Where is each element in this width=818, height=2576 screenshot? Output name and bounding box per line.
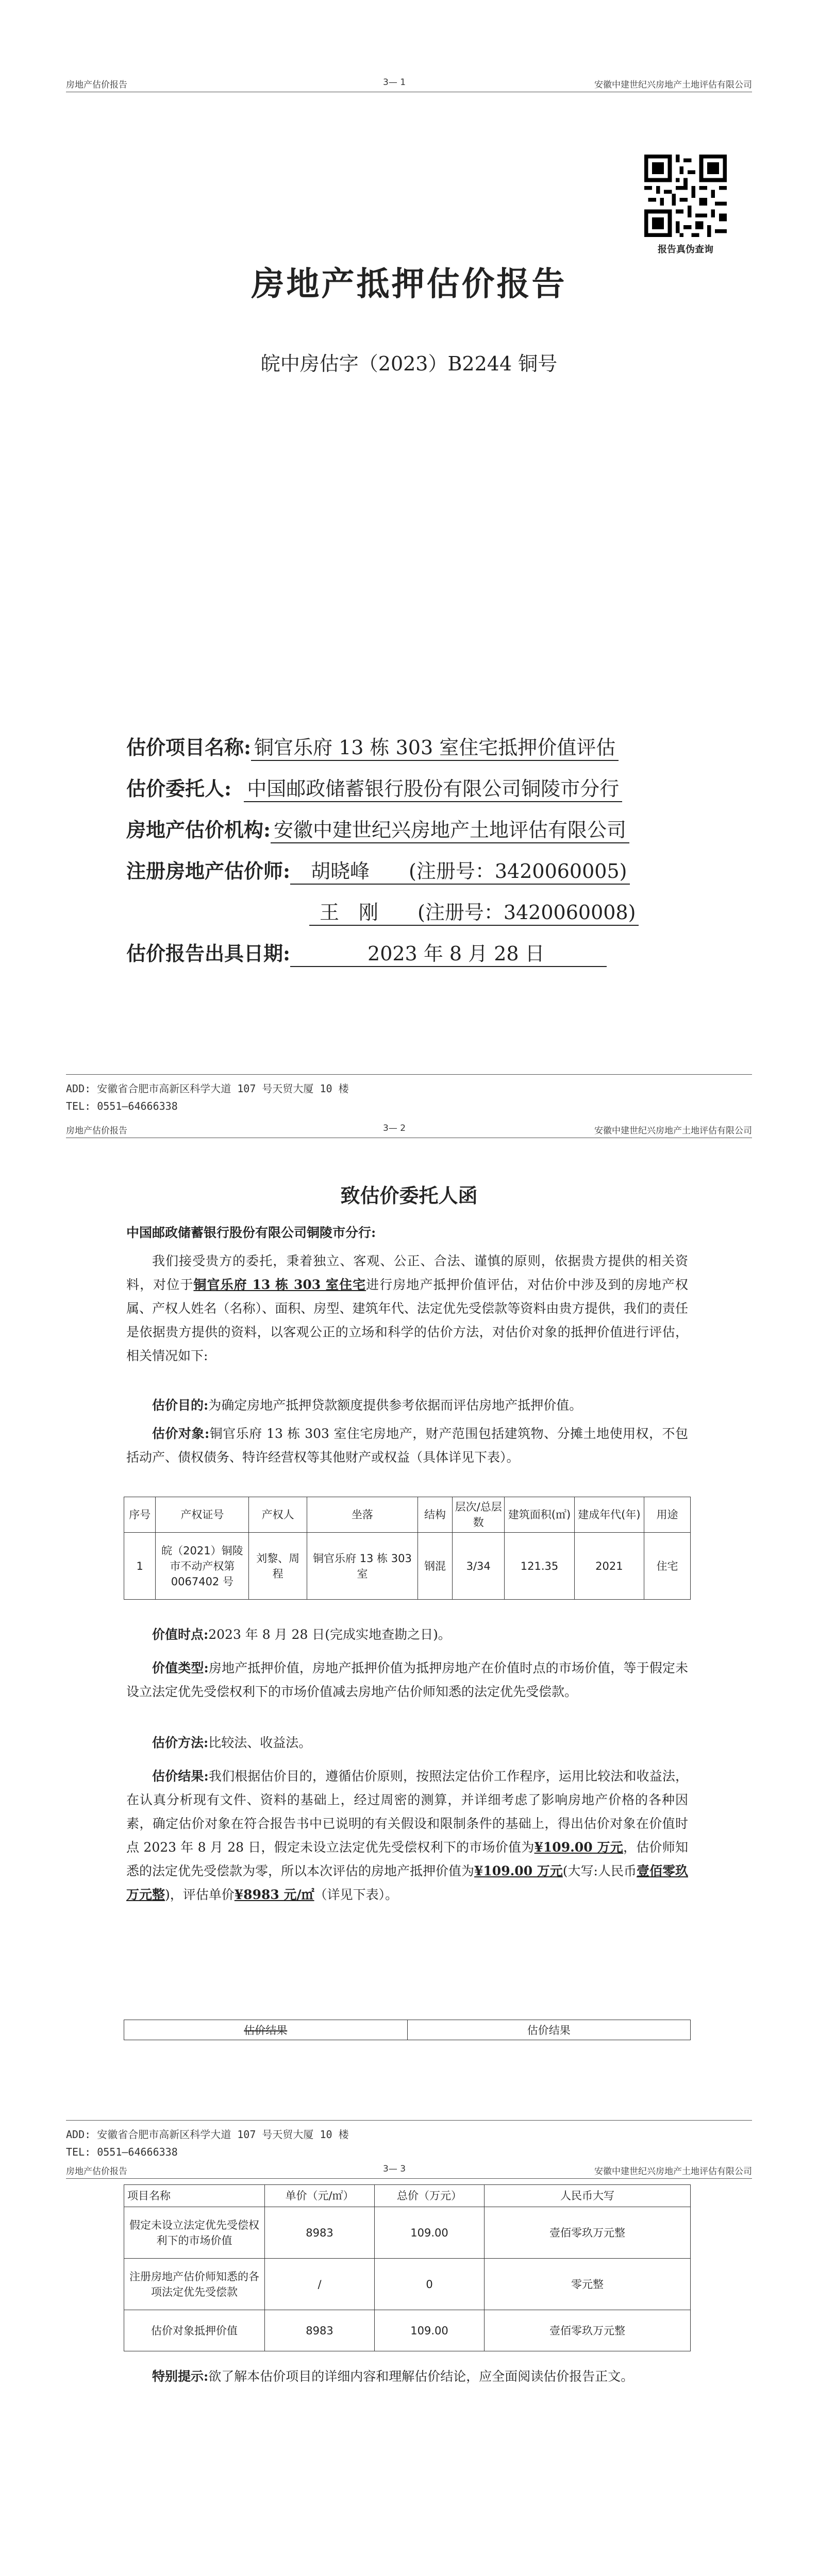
date-value: 2023 年 8 月 28 日 (290, 938, 607, 967)
header-left: 房地产估价报告 (66, 80, 127, 90)
table-cell: 1 (124, 1533, 156, 1600)
object-text: 铜官乐府 13 栋 303 室住宅房地产，财产范围包括建筑物、分摊土地使用权，不包括动产、债权债务、特许经营权等其他财产或权益（具体详见下表）。 (126, 1426, 689, 1465)
table-cell: 109.00 (375, 2310, 485, 2351)
col-header: 总价（万元） (375, 2185, 485, 2207)
col-header: 单价（元/㎡） (265, 2185, 375, 2207)
table-cell: 壹佰零玖万元整 (485, 2310, 691, 2351)
footer-address: ADD: 安徽省合肥市高新区科学大道 107 号天贸大厦 10 楼 (66, 2128, 349, 2141)
page-footer-2 (66, 2120, 752, 2161)
appraiser-label: 注册房地产估价师: (126, 859, 291, 883)
col-header: 用途 (644, 1497, 691, 1533)
project-name-row (126, 732, 619, 761)
project-label: 估价项目名称: (126, 736, 252, 759)
table-cell: 2021 (574, 1533, 644, 1600)
col-header: 建筑面积(㎡) (505, 1497, 574, 1533)
result-paragraph (126, 1765, 688, 1907)
col-header: 建成年代(年) (574, 1497, 644, 1533)
header-left: 房地产估价报告 (66, 1126, 127, 1136)
table-cell: 估价对象抵押价值 (124, 2310, 265, 2351)
page-header-2 (66, 1123, 752, 1138)
mortgage-value: ¥109.00 万元 (474, 1863, 563, 1878)
page-footer-1 (66, 1074, 752, 1115)
method-label: 估价方法: (152, 1735, 209, 1750)
intro-text-c: 进行房地产抵押价值评估，对估价中涉及到的房地产权属、产权人姓名（名称）、面积、房型、建筑年代、法定优先受偿款等资料由贵方提供，我们的责任是依据贵方提供的资料，以客观公正的立场和科学的估价方法，对估价对象的抵押价值进行评估，相关情况如下: (126, 1277, 688, 1363)
recipient (126, 1221, 688, 1245)
table-cell: 假定未设立法定优先受偿权利下的市场价值 (124, 2207, 265, 2259)
col-header: 项目名称 (124, 2185, 265, 2207)
note-label: 特别提示: (152, 2369, 209, 2384)
table-cell: 8983 (265, 2310, 375, 2351)
table-row (124, 2259, 691, 2310)
col-header: 产权证号 (156, 1497, 249, 1533)
letter-title: 致估价委托人函 (340, 1184, 478, 1207)
footer-address: ADD: 安徽省合肥市高新区科学大道 107 号天贸大厦 10 楼 (66, 1082, 349, 1095)
summary-table (124, 2020, 691, 2040)
value-time-label: 价值时点: (152, 1627, 209, 1642)
object-paragraph (126, 1422, 688, 1469)
qr-code-icon[interactable] (644, 155, 727, 237)
client-value: 中国邮政储蓄银行股份有限公司铜陵市分行 (244, 773, 622, 802)
result-text-a: 我们根据估价目的，遵循估价原则，按照法定估价工作程序，运用比较法和收益法，在认真分析现有文件、资料的基础上，经过周密的测算，并详细考虑了影响房地产价格的各种因素，确定估价对象在符合报告书中已说明的有关假设和限制条件的基础上，得出估价对象在价值时点 2023 年 8 月 28 日，假定未设立法定优先受偿权利下的市场价值为 (126, 1769, 688, 1855)
unit-price: ¥8983 元/㎡ (234, 1887, 314, 1902)
report-number: 皖中房估字（2023）B2244 铜号 (260, 352, 558, 375)
valuation-results-table (124, 2184, 691, 2351)
date-label: 估价报告出具日期: (126, 942, 291, 965)
value-time-paragraph (126, 1623, 688, 1647)
table-cell: 刘黎、周程 (249, 1533, 307, 1600)
intro-paragraph (126, 1249, 688, 1368)
header-company: 安徽中建世纪兴房地产土地评估有限公司 (594, 80, 752, 90)
table-cell: 3/34 (453, 1533, 505, 1600)
market-value: ¥109.00 万元 (534, 1840, 624, 1855)
table-cell: 皖（2021）铜陵市不动产权第0067402 号 (156, 1533, 249, 1600)
agency-value: 安徽中建世纪兴房地产土地评估有限公司 (271, 814, 629, 843)
col-header: 结构 (418, 1497, 452, 1533)
property-table-header (124, 1497, 691, 1533)
results-table-header (124, 2185, 691, 2207)
intro-text-a: 我们接受贵方的委托，秉着独立、客观、公正、合法、谨慎的原则，依据贵方提供的相关资料，对位于 (126, 1253, 688, 1292)
agency-row (126, 814, 629, 843)
table-cell: 零元整 (485, 2259, 691, 2310)
table-cell: 121.35 (505, 1533, 574, 1600)
recipient-name: 中国邮政储蓄银行股份有限公司铜陵市分行: (126, 1225, 376, 1240)
purpose-paragraph (126, 1394, 688, 1417)
table-cell: 0 (375, 2259, 485, 2310)
col-header: 产权人 (249, 1497, 307, 1533)
col-header: 序号 (124, 1497, 156, 1533)
appraiser-row (126, 855, 630, 885)
result-text-e: （详见下表）。 (314, 1887, 398, 1902)
header-company: 安徽中建世纪兴房地产土地评估有限公司 (594, 2166, 752, 2177)
value-type-label: 价值类型: (152, 1660, 209, 1675)
mortgage-value-words: 壹佰零玖万元整 (126, 1863, 688, 1902)
note-paragraph (126, 2365, 688, 2388)
report-title: 房地产抵押估价报告 (251, 265, 567, 303)
result-text-c: (大写:人民币 (562, 1863, 637, 1878)
method-text: 比较法、收益法。 (208, 1735, 312, 1750)
project-value: 铜官乐府 13 栋 303 室住宅抵押价值评估 (251, 732, 619, 761)
footer-tel: TEL: 0551—64666338 (66, 2146, 178, 2158)
intro-address: 铜官乐府 13 栋 303 室住宅 (193, 1277, 366, 1292)
table-cell: 109.00 (375, 2207, 485, 2259)
value-type-paragraph (126, 1656, 688, 1704)
purpose-label: 估价目的: (152, 1398, 209, 1413)
table-cell: 铜官乐府 13 栋 303 室 (307, 1533, 418, 1600)
client-row (126, 773, 622, 802)
table-row (124, 2207, 691, 2259)
object-label: 估价对象: (152, 1426, 210, 1441)
header-page-number: 3— 3 (383, 2164, 406, 2174)
result-text-d: )，评估单价 (165, 1887, 235, 1902)
result-text-b: ，估价师知悉的法定优先受偿款为零，所以本次评估的房地产抵押价值为 (126, 1840, 688, 1878)
summary-table-header (124, 2020, 691, 2040)
appraiser-2: 王 刚 (注册号：3420060008) (309, 896, 639, 926)
header-page-number: 3— 1 (383, 77, 406, 88)
purpose-text: 为确定房地产抵押贷款额度提供参考依据而评估房地产抵押价值。 (208, 1398, 582, 1413)
value-type-text: 房地产抵押价值，房地产抵押价值为抵押房地产在价值时点的市场价值，等于假定未设立法定优先受偿权利下的市场价值减去房地产估价师知悉的法定优先受偿款。 (126, 1660, 688, 1699)
table-cell: 8983 (265, 2207, 375, 2259)
value-time-text: 2023 年 8 月 28 日(完成实地查勘之日)。 (208, 1627, 451, 1642)
table-cell: 钢混 (418, 1533, 452, 1600)
page-header-1 (66, 77, 752, 92)
appraiser-1: 胡晓峰 (注册号：3420060005) (290, 855, 630, 885)
qr-caption: 报告真伪查询 (658, 244, 713, 255)
table-cell: / (265, 2259, 375, 2310)
table-row (124, 1533, 691, 1600)
header-company: 安徽中建世纪兴房地产土地评估有限公司 (594, 1126, 752, 1136)
table-row (124, 2310, 691, 2351)
summary-header: 估价结果 (124, 2020, 408, 2040)
property-table (124, 1497, 691, 1600)
col-header: 坐落 (307, 1497, 418, 1533)
appraiser-row-2 (309, 896, 639, 926)
page-header-3 (66, 2164, 752, 2179)
col-header: 人民币大写 (485, 2185, 691, 2207)
agency-label: 房地产估价机构: (126, 818, 271, 841)
result-label: 估价结果: (152, 1769, 209, 1784)
date-row (126, 938, 607, 967)
col-header: 层次/总层数 (453, 1497, 505, 1533)
note-text: 欲了解本估价项目的详细内容和理解估价结论，应全面阅读估价报告正文。 (208, 2369, 634, 2384)
client-label: 估价委托人: (126, 777, 232, 800)
header-left: 房地产估价报告 (66, 2166, 127, 2177)
table-cell: 住宅 (644, 1533, 691, 1600)
table-cell: 壹佰零玖万元整 (485, 2207, 691, 2259)
header-page-number: 3— 2 (383, 1123, 406, 1133)
table-cell: 注册房地产估价师知悉的各项法定优先受偿款 (124, 2259, 265, 2310)
footer-tel: TEL: 0551—64666338 (66, 1100, 178, 1112)
method-paragraph (126, 1731, 688, 1755)
summary-header: 估价结果 (407, 2020, 691, 2040)
